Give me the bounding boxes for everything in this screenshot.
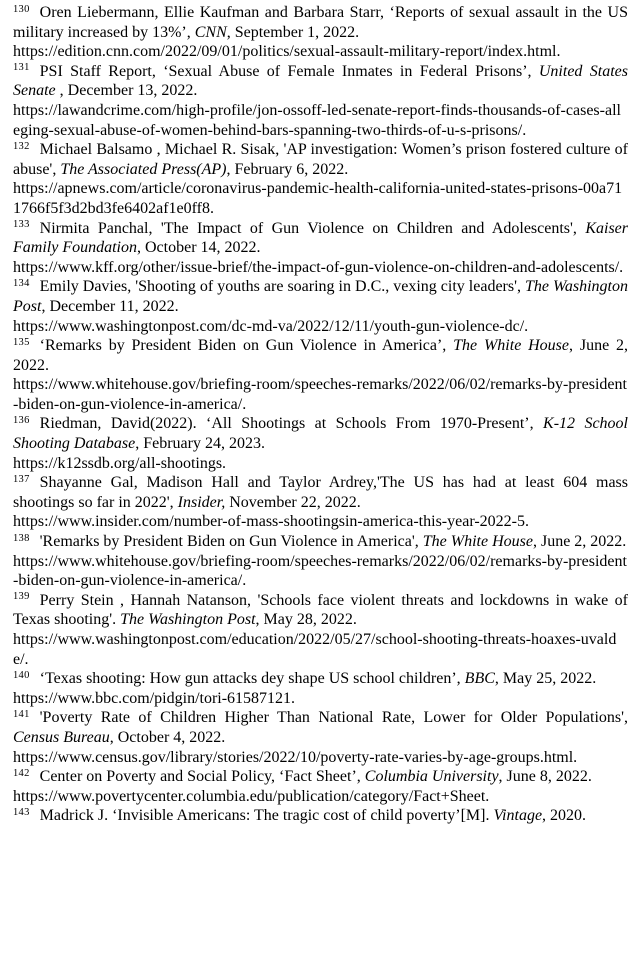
footnote-citation <box>13 473 628 512</box>
citation-text: ‘Texas shooting: How gun attacks dey shape US school children’, <box>39 670 465 688</box>
footnote-citation <box>13 708 628 747</box>
footnotes-list <box>13 3 628 826</box>
footnote-url: https://www.washingtonpost.com/education/2022/05/27/school-shooting-threats-hoaxes-uvalde/. <box>13 631 617 668</box>
footnote-number: 131 <box>13 62 30 74</box>
footnote-url: https://www.kff.org/other/issue-brief/the-impact-of-gun-violence-on-children-and-adolescents/. <box>13 258 624 276</box>
citation-text: , December 11, 2022. <box>41 297 179 315</box>
citation-text: , May 25, 2022. <box>494 670 597 688</box>
publication-name: BBC <box>464 670 495 688</box>
footnote-citation <box>13 767 628 787</box>
footnote-number: 135 <box>13 336 30 348</box>
footnote <box>13 277 628 336</box>
citation-text: Michael Balsamo , Michael R. Sisak, 'AP investigation: Women’s prison fostered culture of abuse', <box>13 141 628 178</box>
footnote-text <box>13 4 628 41</box>
footnote-url: https://www.insider.com/number-of-mass-shootingsin-america-this-year-2022-5. <box>13 513 529 531</box>
footnote-citation <box>13 140 628 179</box>
footnote-citation <box>13 591 628 630</box>
footnote <box>13 140 628 218</box>
citation-text: , June 2, 2022. <box>532 533 627 551</box>
citation-text: 'Remarks by President Biden on Gun Violence in America', <box>39 533 423 551</box>
citation-text: , February 24, 2023. <box>135 435 265 453</box>
footnote <box>13 219 628 278</box>
footnote-text <box>40 670 597 687</box>
footnote-text <box>40 533 627 550</box>
footnote-number: 133 <box>13 219 30 231</box>
publication-name: United States Senate <box>13 62 628 100</box>
footnote-url: https://www.povertycenter.columbia.edu/publication/category/Fact+Sheet. <box>13 787 490 805</box>
footnote <box>13 806 628 826</box>
citation-text: , December 13, 2022. <box>59 82 198 100</box>
footnote-number: 138 <box>13 532 30 544</box>
footnote <box>13 473 628 532</box>
footnote-text <box>13 220 628 257</box>
footnote-citation <box>13 219 628 258</box>
citation-text: 'Poverty Rate of Children Higher Than National Rate, Lower for Older Populations', <box>39 709 628 727</box>
footnote <box>13 767 628 806</box>
footnote-text <box>13 709 628 746</box>
footnote-number: 134 <box>13 277 30 289</box>
footnote-text <box>40 768 592 785</box>
citation-text: , June 2, 2022. <box>13 337 629 374</box>
footnote-number: 130 <box>13 3 30 15</box>
footnote-number: 132 <box>13 140 30 152</box>
footnote <box>13 336 628 414</box>
footnote-url: https://www.census.gov/library/stories/2022/10/poverty-rate-varies-by-age-groups.html. <box>13 748 578 766</box>
citation-text: ‘Remarks by President Biden on Gun Violence in America’, <box>39 337 454 355</box>
publication-name: Kaiser Family Foundation <box>13 219 628 257</box>
footnote-citation <box>13 806 628 826</box>
footnote-text <box>40 807 586 824</box>
citation-text: , October 4, 2022. <box>109 728 226 746</box>
footnote-text <box>13 337 628 374</box>
citation-text: , September 1, 2022. <box>226 23 360 41</box>
footnote <box>13 532 628 591</box>
footnote <box>13 414 628 473</box>
publication-name: Columbia University <box>364 768 499 786</box>
footnote-number: 143 <box>13 806 30 818</box>
citation-text: Center on Poverty and Social Policy, ‘Fact Sheet’, <box>39 768 365 786</box>
citation-text: Perry Stein , Hannah Natanson, 'Schools face violent threats and lockdowns in wake of Texas shooting'. <box>13 591 628 629</box>
footnote-citation <box>13 532 628 552</box>
publication-name: K-12 School Shooting Database <box>13 415 629 453</box>
citation-text: , February 6, 2022. <box>226 160 349 178</box>
citation-text: , May 28, 2022. <box>255 611 357 629</box>
footnote-url: https://apnews.com/article/coronavirus-pandemic-health-california-united-states-prisons-00a711766f5f3d2bd3fe6402af1e0ff8. <box>13 180 623 217</box>
citation-text: , June 8, 2022. <box>498 768 592 786</box>
citation-text: Oren Liebermann, Ellie Kaufman and Barbara Starr, ‘Reports of sexual assault in the US military increased by 13%’, <box>13 4 628 41</box>
footnote-url: https://k12ssdb.org/all-shootings. <box>13 454 227 472</box>
footnote-url: https://www.bbc.com/pidgin/tori-61587121. <box>13 689 296 707</box>
footnote-citation <box>13 277 628 316</box>
footnote-number: 141 <box>13 708 30 720</box>
footnote-text <box>13 141 628 178</box>
footnote-url: https://edition.cnn.com/2022/09/01/politics/sexual-assault-military-report/index.html. <box>13 43 561 61</box>
footnote-url: https://lawandcrime.com/high-profile/jon-ossoff-led-senate-report-finds-thousands-of-cases-alleging-sexual-abuse-of-women-behind-bars-spanning-two-thirds-of-u-s-prisons/. <box>13 101 621 139</box>
footnote-citation <box>13 669 628 689</box>
footnote-url: https://www.washingtonpost.com/dc-md-va/2022/12/11/youth-gun-violence-dc/. <box>13 317 529 335</box>
footnote-text <box>13 474 628 511</box>
footnote-number: 142 <box>13 767 30 779</box>
citation-text: November 22, 2022. <box>225 493 361 511</box>
footnote-number: 139 <box>13 591 30 603</box>
footnote <box>13 62 628 140</box>
footnote <box>13 591 628 669</box>
publication-name: The Washington Post <box>13 278 628 315</box>
publication-name: The Associated Press(AP) <box>60 160 227 178</box>
citation-text: PSI Staff Report, ‘Sexual Abuse of Female Inmates in Federal Prisons’, <box>39 62 539 80</box>
footnote-number: 136 <box>13 414 30 426</box>
citation-text: , October 14, 2022. <box>136 239 261 257</box>
footnote <box>13 708 628 767</box>
footnote-text <box>13 415 628 452</box>
publication-name: The White House <box>422 533 533 551</box>
footnote-number: 137 <box>13 473 30 485</box>
footnote-citation <box>13 414 628 453</box>
footnote-url: https://www.whitehouse.gov/briefing-room/speeches-remarks/2022/06/02/remarks-by-president-biden-on-gun-violence-in-america/. <box>13 376 627 413</box>
footnote-citation <box>13 62 628 101</box>
footnote-citation <box>13 336 628 375</box>
publication-name: Insider, <box>177 493 226 511</box>
publication-name: Vintage <box>493 807 543 825</box>
footnote <box>13 3 628 62</box>
footnote-text <box>13 278 628 315</box>
publication-name: The White House <box>453 337 570 355</box>
footnote-number: 140 <box>13 669 30 681</box>
citation-text: Madrick J. ‘Invisible Americans: The tragic cost of child poverty’[M]. <box>39 807 494 825</box>
publication-name: The Washington Post <box>120 611 256 629</box>
citation-text: Riedman, David(2022). ‘All Shootings at Schools From 1970-Present’, <box>39 415 544 433</box>
footnote <box>13 669 628 708</box>
publication-name: Census Bureau <box>13 728 110 746</box>
citation-text: Shayanne Gal, Madison Hall and Taylor Ardrey,'The US has had at least 604 mass shootings so far in 2022', <box>13 474 628 511</box>
citation-text: Nirmita Panchal, 'The Impact of Gun Violence on Children and Adolescents', <box>39 219 586 237</box>
footnote-url: https://www.whitehouse.gov/briefing-room/speeches-remarks/2022/06/02/remarks-by-president-biden-on-gun-violence-in-america/. <box>13 552 627 590</box>
citation-text: Emily Davies, 'Shooting of youths are soaring in D.C., vexing city leaders', <box>39 278 525 296</box>
publication-name: CNN <box>194 23 227 41</box>
footnote-citation <box>13 3 628 42</box>
citation-text: , 2020. <box>542 807 587 825</box>
footnote-text <box>13 63 628 100</box>
footnote-text <box>13 592 628 629</box>
